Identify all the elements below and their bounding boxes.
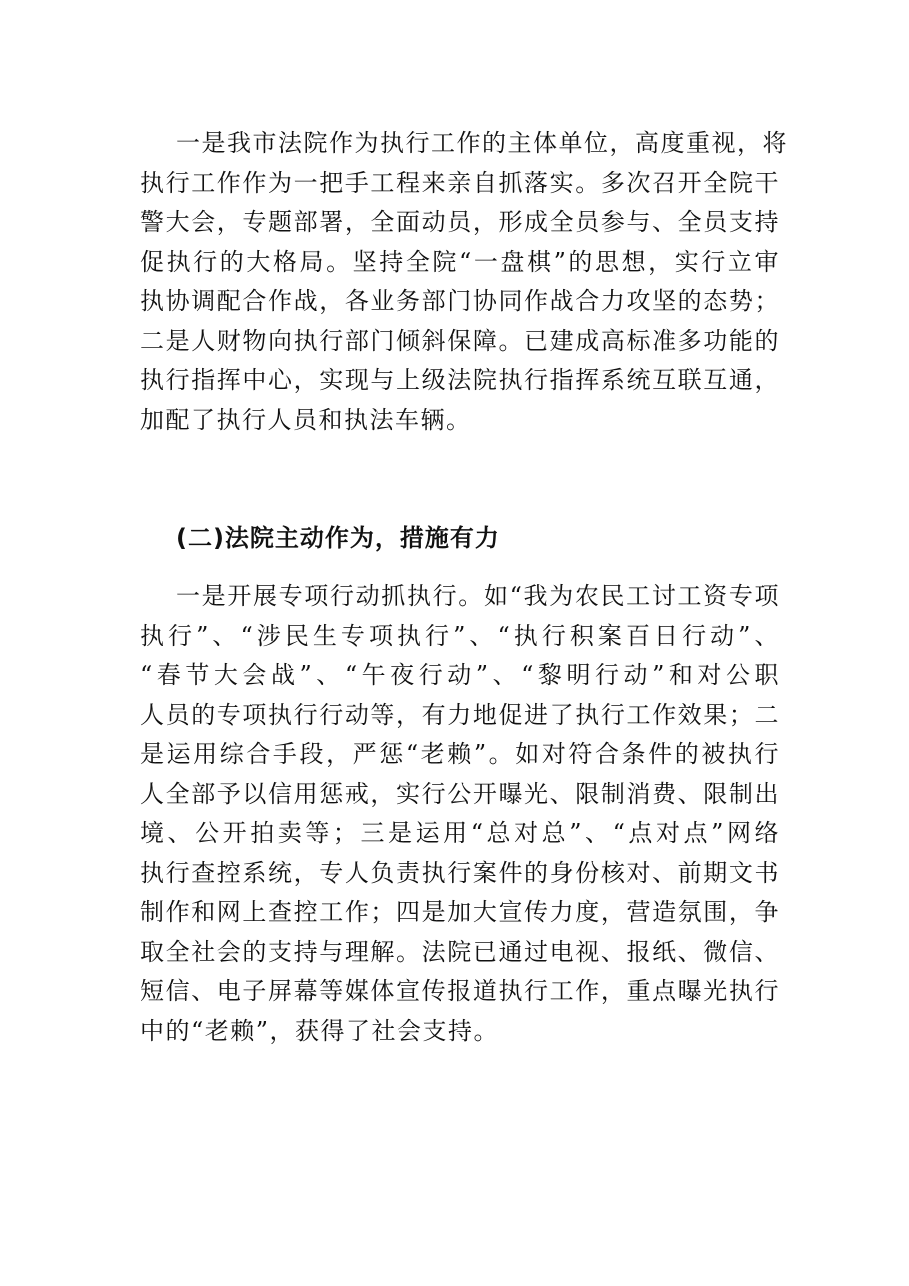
- paragraph-line: 中的“老赖”，获得了社会支持。: [140, 1016, 500, 1045]
- paragraph-line: 短信、电子屏幕等媒体宣传报道执行工作，重点曝光执行: [140, 977, 780, 1005]
- paragraph-line: 二是人财物向执行部门倾斜保障。已建成高标准多功能的: [140, 326, 780, 355]
- paragraph-line: 人全部予以信用惩戒，实行公开曝光、限制消费、限制出: [140, 779, 780, 808]
- paragraph-line: 境、公开拍卖等；三是运用“总对总”、“点对点”网络: [140, 819, 780, 847]
- paragraph-line: 执行工作作为一把手工程来亲自抓落实。多次召开全院干: [140, 168, 780, 197]
- paragraph-line: 促执行的大格局。坚持全院“一盘棋”的思想，实行立审: [140, 247, 780, 276]
- paragraph-line: “春节大会战”、“午夜行动”、“黎明行动”和对公职: [140, 661, 780, 689]
- section-heading: (二)法院主动作为，措施有力: [176, 524, 500, 552]
- paragraph-line: 制作和网上查控工作；四是加大宣传力度，营造氛围，争: [140, 898, 780, 926]
- paragraph-line: 加配了执行人员和执法车辆。: [140, 405, 472, 434]
- paragraph-measures: [140, 577, 780, 1051]
- paragraph-leadership: [140, 124, 788, 440]
- paragraph-line: 执协调配合作战，各业务部门协同作战合力攻坚的态势；: [140, 287, 780, 315]
- paragraph-line: 执行”、“涉民生专项执行”、“执行积案百日行动”、: [140, 621, 780, 650]
- paragraph-line: 人员的专项执行行动等，有力地促进了执行工作效果；二: [140, 700, 780, 729]
- paragraph-line: 是运用综合手段，严惩“老赖”。如对符合条件的被执行: [140, 740, 780, 768]
- paragraph-line: 警大会，专题部署，全面动员，形成全员参与、全员支持: [140, 208, 780, 236]
- paragraph-line: 执行指挥中心，实现与上级法院执行指挥系统互联互通，: [140, 366, 780, 394]
- paragraph-line: 执行查控系统，专人负责执行案件的身份核对、前期文书: [140, 858, 780, 887]
- paragraph-line: 一是我市法院作为执行工作的主体单位，高度重视，将: [176, 129, 788, 157]
- paragraph-line: 取全社会的支持与理解。法院已通过电视、报纸、微信、: [140, 937, 780, 966]
- paragraph-line: 一是开展专项行动抓执行。如“我为农民工讨工资专项: [176, 582, 780, 610]
